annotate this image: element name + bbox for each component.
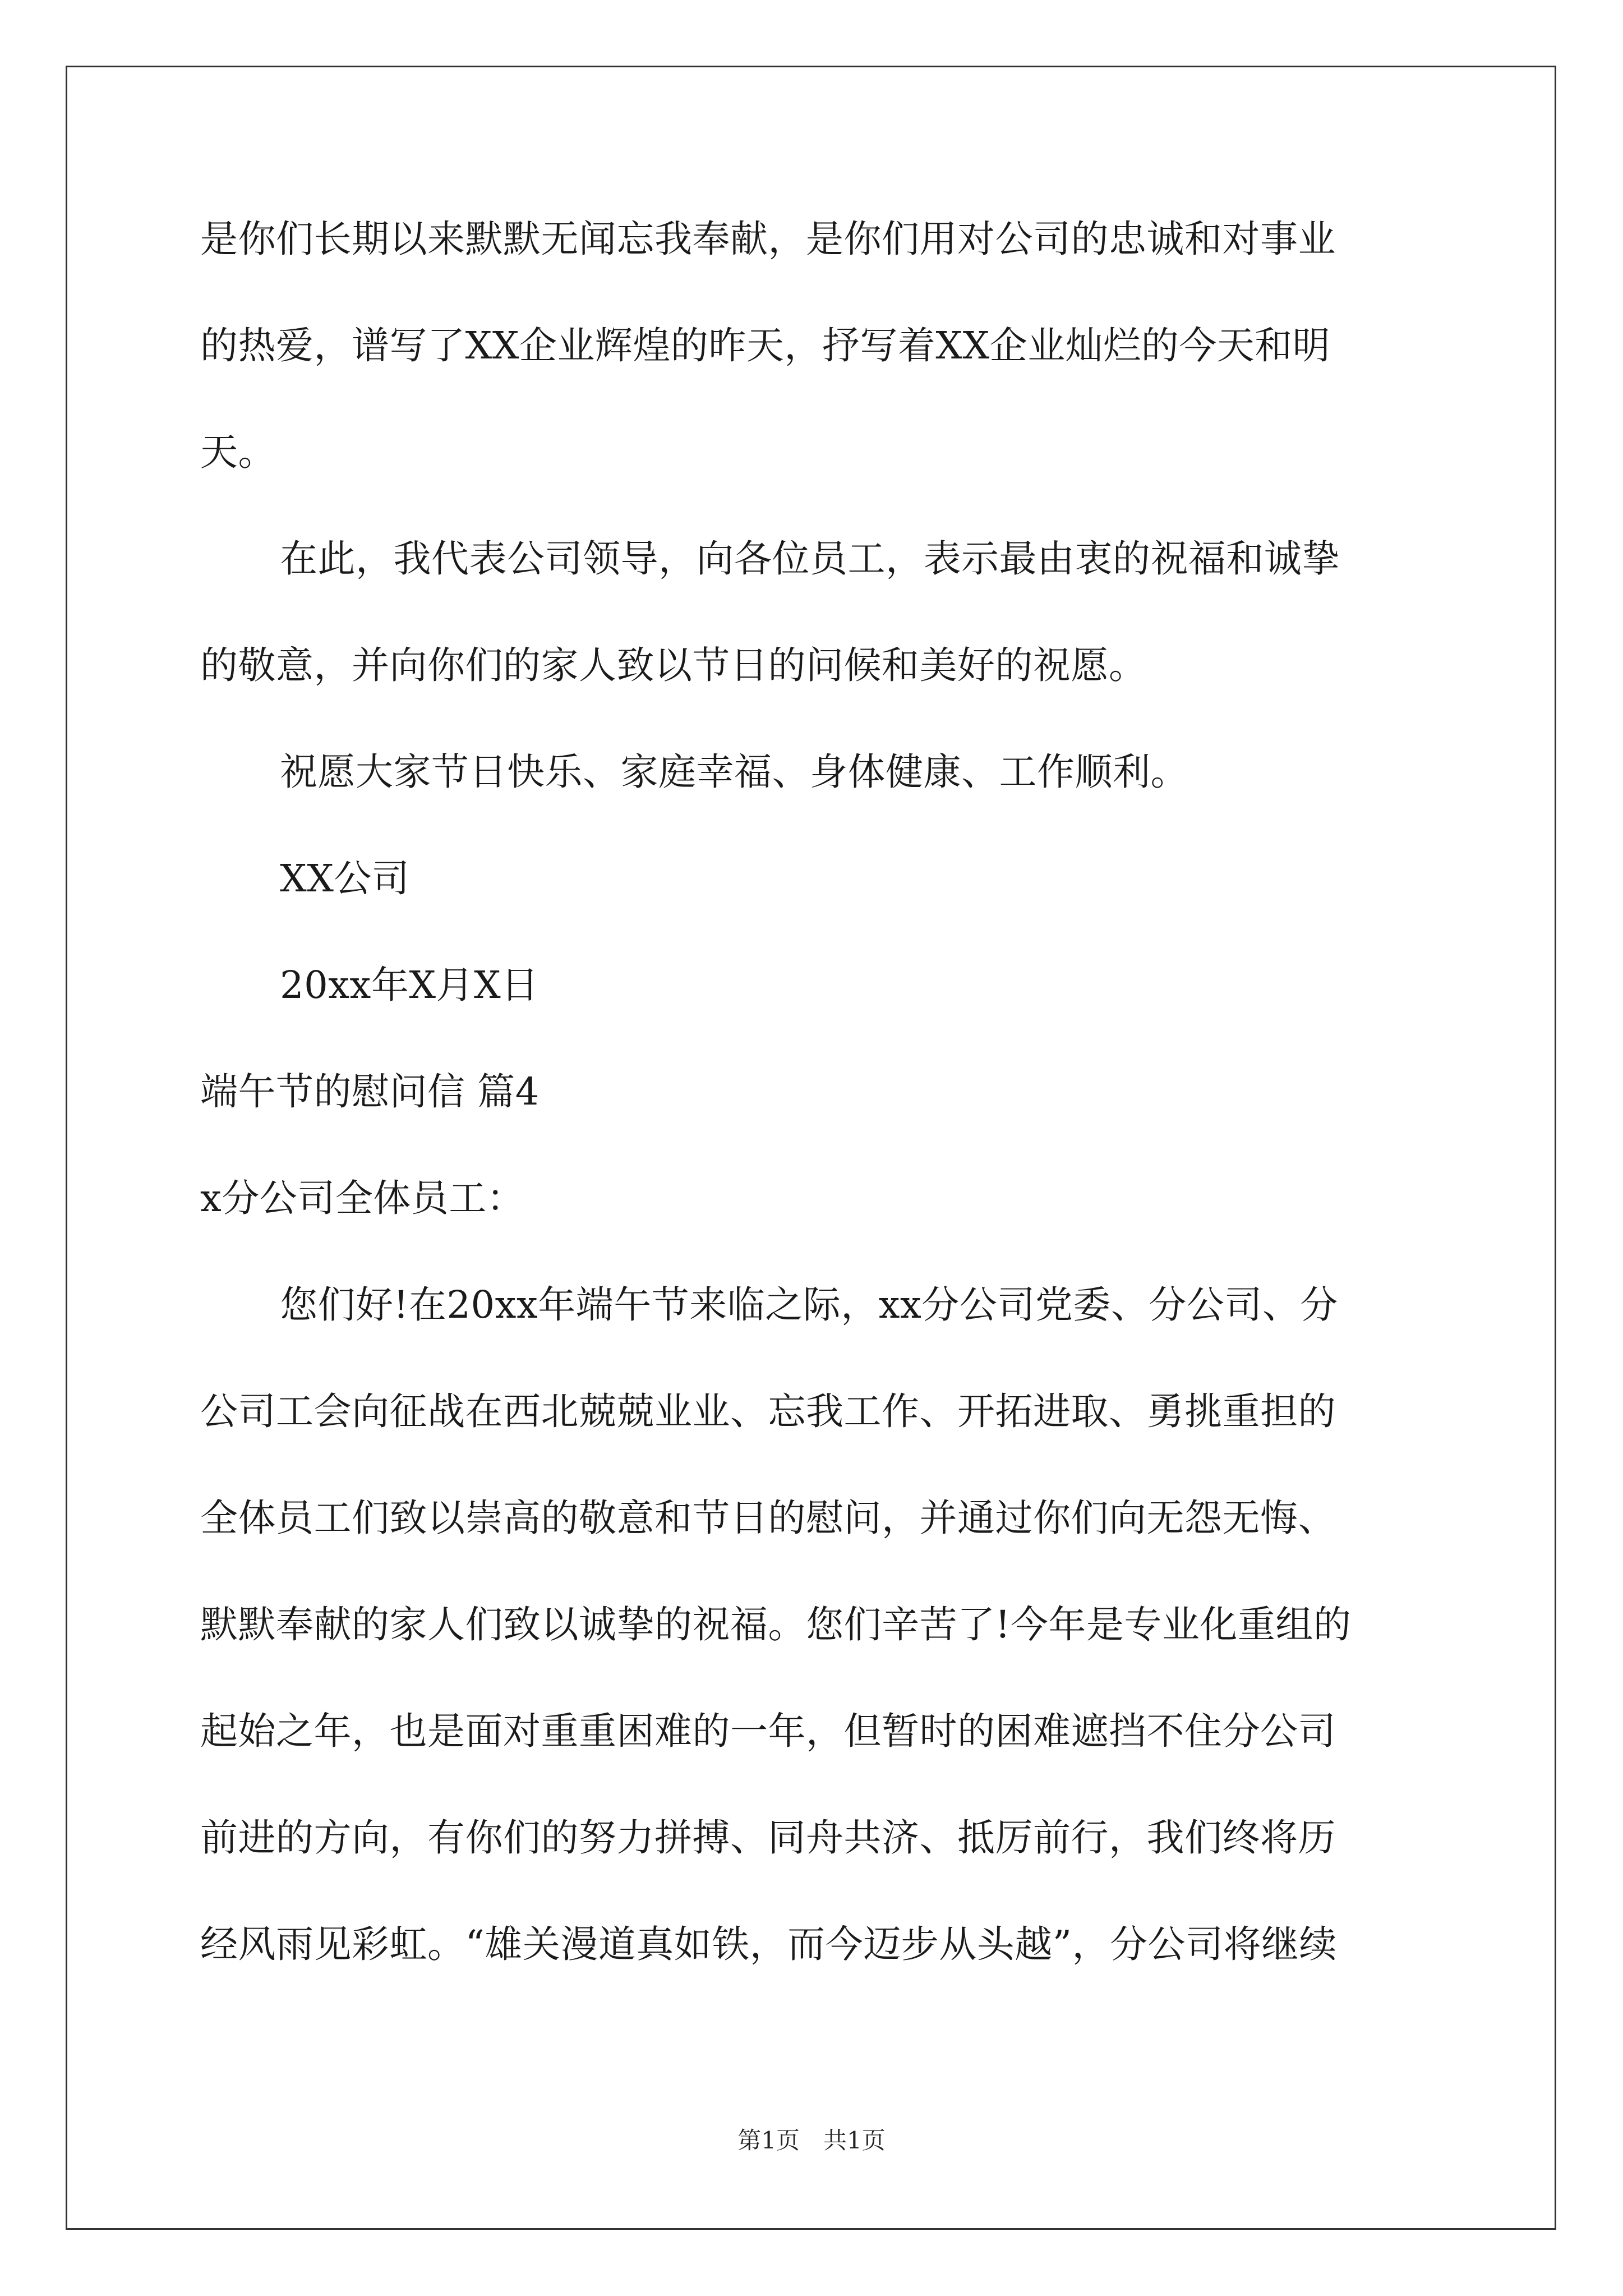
text-line: 的敬意，并向你们的家人致以节日的问候和美好的祝愿。 [200, 643, 1147, 687]
text-line: 您们好!在20xx年端午节来临之际，xx分公司党委、分公司、分 [280, 1283, 1338, 1327]
text-line: 全体员工们致以崇高的敬意和节日的慰问，并通过你们向无怨无悔、 [200, 1496, 1336, 1540]
text-line: 的热爱，谱写了XX企业辉煌的昨天，抒写着XX企业灿烂的今天和明 [200, 324, 1331, 367]
page-footer: 第1页 共1页 [737, 2127, 886, 2154]
text-line: 经风雨见彩虹。“雄关漫道真如铁，而今迈步从头越”，分公司将继续 [200, 1922, 1338, 1966]
text-line: 前进的方向，有你们的努力拼搏、同舟共济、抵厉前行，我们终将历 [200, 1816, 1336, 1860]
signature-date: 20xx年X月X日 [280, 963, 539, 1007]
text-line: 祝愿大家节日快乐、家庭幸福、身体健康、工作顺利。 [280, 750, 1188, 794]
text-line: 在此，我代表公司领导，向各位员工，表示最由衷的祝福和诚挚 [280, 537, 1340, 581]
section-heading: 端午节的慰问信 篇4 [200, 1070, 540, 1114]
text-line: 默默奉献的家人们致以诚挚的祝福。您们辛苦了!今年是专业化重组的 [200, 1603, 1352, 1646]
salutation: x分公司全体员工： [200, 1176, 525, 1220]
text-line: 起始之年，也是面对重重困难的一年，但暂时的困难遮挡不住分公司 [200, 1709, 1336, 1753]
text-line: 是你们长期以来默默无闻忘我奉献，是你们用对公司的忠诚和对事业 [200, 217, 1336, 261]
text-line: 天。 [200, 430, 276, 474]
signature-company: XX公司 [280, 857, 410, 900]
text-line: 公司工会向征战在西北兢兢业业、忘我工作、开拓进取、勇挑重担的 [200, 1389, 1336, 1433]
document-body [200, 213, 1434, 2025]
